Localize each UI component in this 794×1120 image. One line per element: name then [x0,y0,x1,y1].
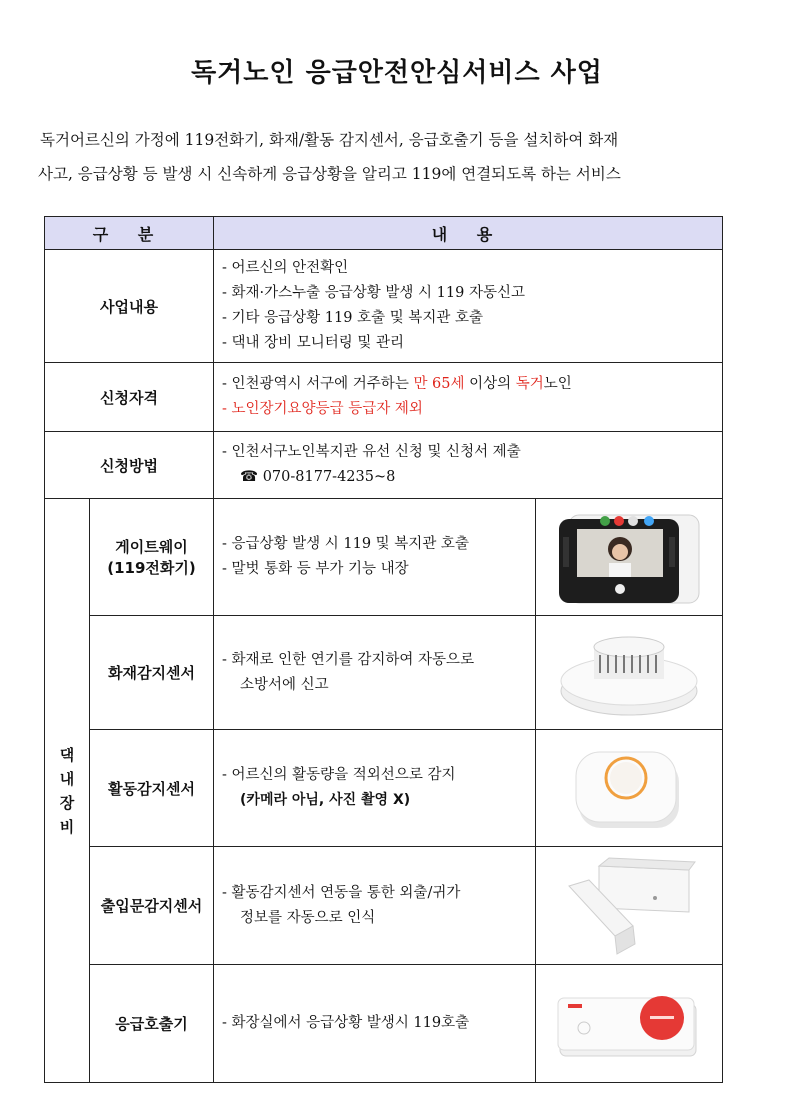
equipment-row [45,847,723,965]
equipment-desc [214,616,536,730]
equipment-name-line: 게이트웨이 [115,538,188,556]
emergency-button-icon [554,984,704,1064]
eligibility-text: 노인 [543,376,572,392]
group-label-char: 장 [59,793,75,812]
equipment-desc-line: (카메라 아님, 사진 촬영 X) [240,792,411,808]
equipment-row [45,616,723,730]
intro-paragraph [38,123,760,191]
equipment-desc-line: - 말벗 통화 등 부가 기능 내장 [222,561,409,577]
method-phone-line [222,465,714,490]
intro-line-2: 사고, 응급상황 등 발생 시 신속하게 응급상황을 알리고 119에 연결되도록 하는 서비스 [38,165,621,183]
equipment-name [90,499,214,616]
equipment-desc [214,965,536,1083]
eligibility-alone: 독거 [515,376,544,392]
equipment-name: 활동감지센서 [90,730,214,847]
equipment-desc-line: 소방서에 신고 [240,676,329,693]
equipment-row [45,730,723,847]
method-line-1: - 인천서구노인복지관 유선 신청 및 신청서 제출 [222,444,521,460]
equipment-desc [214,499,536,616]
page-title: 독거노인 응급안전안심서비스 사업 [191,58,603,88]
equipment-desc-line: - 어르신의 활동량을 적외선으로 감지 [222,767,456,783]
equipment-row [45,965,723,1083]
group-label-char: 댁 [59,745,75,764]
table-row-eligibility [45,363,723,432]
method-label: 신청방법 [45,432,214,499]
group-label-char: 내 [59,769,75,788]
equipment-image [536,847,723,965]
method-content [214,432,723,499]
equipment-image [536,616,723,730]
gateway-device-icon [549,507,709,607]
equipment-name-line: (119전화기) [107,559,196,577]
eligibility-label: 신청자격 [45,363,214,432]
eligibility-age: 만 65세 [413,376,465,392]
header-content: 내 용 [214,217,723,250]
header-category: 구 분 [45,217,214,250]
group-label-char: 비 [59,817,75,836]
motion-sensor-icon [564,738,694,838]
equipment-image [536,499,723,616]
business-item: - 어르신의 안전확인 [222,260,349,276]
business-content [214,250,723,363]
business-label: 사업내용 [45,250,214,363]
business-item: - 기타 응급상황 119 호출 및 복지관 호출 [222,310,483,326]
equipment-desc-line: - 활동감지센서 연동을 통한 외출/귀가 [222,884,461,901]
equipment-desc-line: 정보를 자동으로 인식 [240,909,376,926]
equipment-name: 화재감지센서 [90,616,214,730]
equipment-row [45,499,723,616]
eligibility-text: - 인천광역시 서구에 거주하는 [222,376,414,392]
table-row-business [45,250,723,363]
phone-icon: ☎ [240,469,259,485]
eligibility-text: 이상의 [464,376,516,392]
equipment-desc-line: - 응급상황 발생 시 119 및 복지관 호출 [222,536,469,552]
equipment-desc [214,847,536,965]
equipment-desc [214,730,536,847]
business-item: - 댁내 장비 모니터링 및 관리 [222,335,405,351]
phone-number: 070-8177-4235~8 [262,469,396,485]
eligibility-line-2: - 노인장기요양등급 등급자 제외 [222,401,423,417]
equipment-image [536,730,723,847]
eligibility-line-1 [222,372,714,397]
intro-line-1: 독거어르신의 가정에 119전화기, 화재/활동 감지센서, 응급호출기 등을 설치하여 화재 [40,131,619,149]
equipment-group-label [45,499,90,1083]
business-item: - 화재·가스누출 응급상황 발생 시 119 자동신고 [222,285,525,301]
equipment-name: 출입문감지센서 [90,847,214,965]
equipment-image [536,965,723,1083]
equipment-desc-line: - 화재로 인한 연기를 감지하여 자동으로 [222,651,475,668]
eligibility-content [214,363,723,432]
door-sensor-icon [559,856,699,956]
equipment-name: 응급호출기 [90,965,214,1083]
equipment-desc-line: - 화장실에서 응급상황 발생시 119호출 [222,1015,470,1031]
smoke-detector-icon [554,623,704,723]
service-table [44,216,723,1083]
table-row-method [45,432,723,499]
